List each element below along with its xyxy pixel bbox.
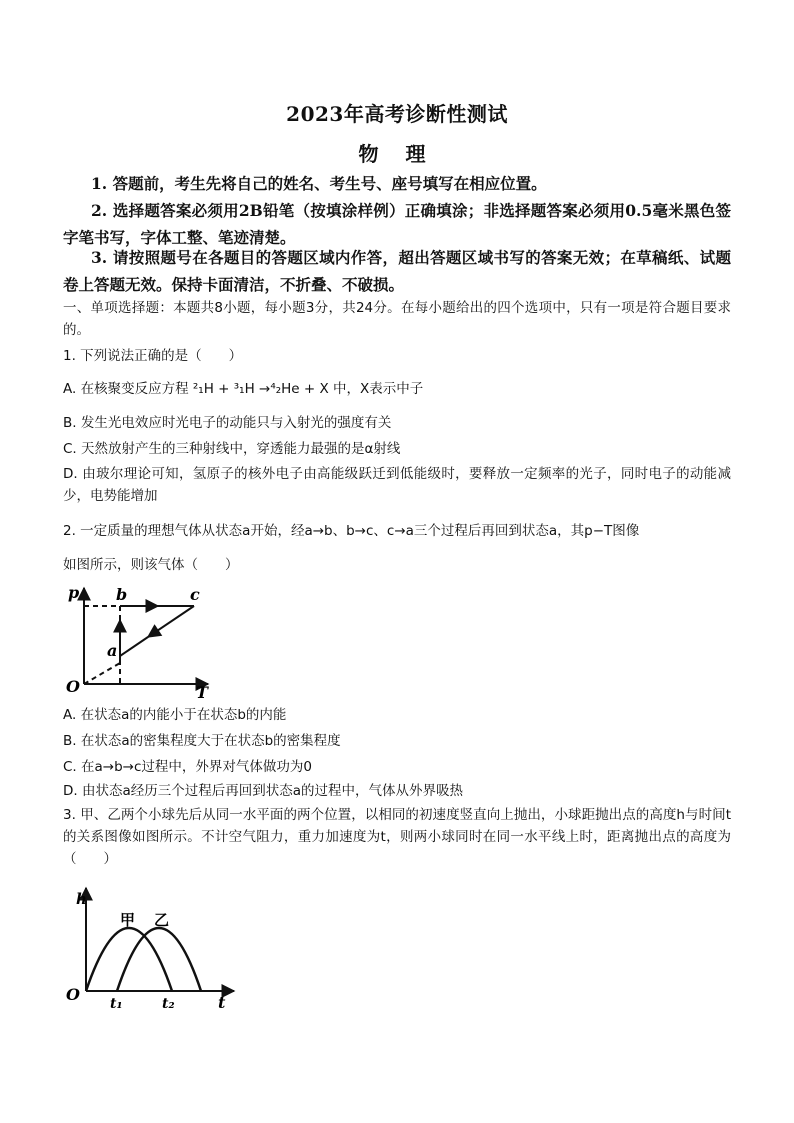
- process-c-a-line: [120, 637, 148, 656]
- notice-3: 3. 请按照题号在各题目的答题区域内作答，超出答题区域书写的答案无效；在草稿纸、试题卷上答题无效。保持卡面清洁，不折叠、不破损。: [63, 248, 731, 294]
- pt-diagram: [60, 580, 220, 705]
- label-b: b: [116, 585, 128, 604]
- exam-title: 2023年高考诊断性测试: [286, 102, 508, 126]
- q2-option-c: C. 在a→b→c过程中，外界对气体做功为0: [63, 759, 312, 775]
- q2-option-a: A. 在状态a的内能小于在状态b的内能: [63, 707, 287, 723]
- label-t: t: [218, 993, 226, 1012]
- label-a: a: [107, 641, 118, 660]
- notice-1: 1. 答题前，考生先将自己的姓名、考生号、座号填写在相应位置。: [91, 174, 547, 193]
- label-O: O: [66, 677, 80, 696]
- q2-option-b: B. 在状态a的密集程度大于在状态b的密集程度: [63, 733, 341, 749]
- q2-option-d: D. 由状态a经历三个过程后再回到状态a的过程中，气体从外界吸热: [63, 783, 464, 799]
- subject-title: 物 理: [358, 142, 436, 166]
- q1-option-d: D. 由玻尔理论可知，氢原子的核外电子由高能级跃迁到低能级时，要释放一定频率的光子，同时电子的动能减少，电势能增加: [63, 466, 731, 504]
- q2-stem-line2: 如图所示，则该气体（ ）: [63, 557, 239, 573]
- q1-option-b: B. 发生光电效应时光电子的动能只与入射光的强度有关: [63, 415, 392, 431]
- notice-2: 2. 选择题答案必须用2B铅笔（按填涂样例）正确填涂；非选择题答案必须用0.5毫米黑色签字笔书写，字体工整、笔迹清楚。: [63, 201, 731, 247]
- q1-option-a: A. 在核聚变反应方程 ²₁H + ³₁H →⁴₂He + X 中，X表示中子: [63, 381, 424, 397]
- label-c: c: [190, 585, 200, 604]
- q3-stem: 3. 甲、乙两个小球先后从同一水平面的两个位置，以相同的初速度竖直向上抛出，小球距抛出点的高度h与时间t的关系图像如图所示。不计空气阻力，重力加速度为t，则两小球同时在同一水平线上时，距离抛出点的高度为（ ）: [63, 807, 731, 867]
- section-heading: 一、单项选择题：本题共8小题，每小题3分，共24分。在每小题给出的四个选项中，只有一项是符合题目要求的。: [63, 300, 731, 338]
- q2-stem-line1: 2. 一定质量的理想气体从状态a开始，经a→b、b→c、c→a三个过程后再回到状态a，其p−T图像: [63, 523, 640, 539]
- label-O-2: O: [66, 985, 80, 1004]
- process-c-a-arrow: [148, 606, 194, 637]
- label-t1: t₁: [110, 996, 123, 1012]
- label-T: T: [196, 683, 208, 702]
- q1-stem: 1. 下列说法正确的是（ ）: [63, 348, 243, 364]
- q1-option-c: C. 天然放射产生的三种射线中，穿透能力最强的是α射线: [63, 441, 401, 457]
- label-jia: 甲: [120, 911, 136, 929]
- label-h: h: [76, 890, 87, 908]
- ht-diagram: [62, 880, 242, 1015]
- label-yi: 乙: [154, 911, 170, 929]
- label-t2: t₂: [162, 996, 175, 1012]
- dash-origin-a: [84, 663, 120, 684]
- label-p: p: [68, 583, 80, 602]
